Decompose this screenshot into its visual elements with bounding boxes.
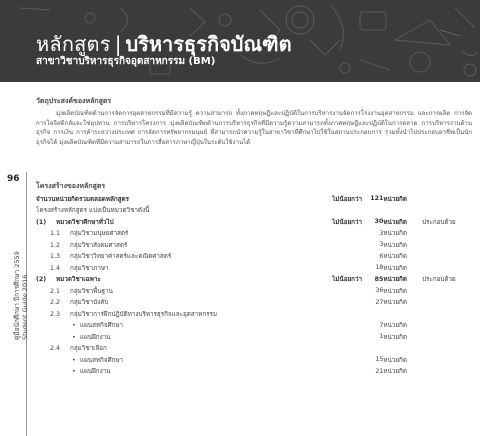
row-credits — [362, 308, 383, 320]
row-note — [422, 239, 480, 251]
row-index: 1.2 — [50, 241, 61, 249]
row-credits: 7 — [379, 321, 384, 329]
row-label: กลุ่มวิชามนุษยศาสตร์ — [70, 230, 129, 238]
row-qualifier: ไม่น้อยกว่า — [332, 276, 363, 284]
row-unit: หน่วยกิต — [383, 333, 407, 341]
row-label: กลุ่มวิชาพื้นฐาน — [70, 287, 113, 295]
row-label-cell — [36, 366, 317, 378]
row-unit: หน่วยกิต — [383, 195, 407, 203]
bullet-icon: • — [72, 356, 76, 364]
title-separator: | — [114, 32, 122, 56]
row-qualifier — [317, 343, 362, 355]
row-credits: 85 — [374, 275, 384, 283]
table-row — [36, 193, 480, 205]
row-unit — [383, 308, 422, 320]
row-label-cell — [36, 274, 317, 286]
objective-heading: วัตถุประสงค์ของหลักสูตร — [36, 97, 112, 105]
table-row — [36, 251, 480, 263]
table-row — [36, 297, 480, 309]
row-qualifier — [317, 262, 362, 274]
structure-heading: โครงสร้างของหลักสูตร — [36, 182, 106, 190]
row-label: แผนสหกิจศึกษา — [80, 322, 124, 330]
row-unit: หน่วยกิต — [383, 356, 407, 364]
row-label: กลุ่มวิชาเลือก — [70, 345, 107, 353]
row-credits: 1 — [379, 333, 384, 341]
row-label: กลุ่มวิชาภาษา — [70, 264, 109, 272]
row-qualifier — [317, 297, 362, 309]
row-note — [422, 285, 480, 297]
row-credits: 121 — [370, 195, 384, 203]
row-label-cell — [36, 193, 317, 205]
bullet-icon: • — [72, 333, 76, 341]
row-unit: หน่วยกิต — [383, 218, 407, 226]
row-label: กลุ่มวิชาบังคับ — [70, 299, 109, 307]
row-qualifier — [317, 354, 362, 366]
row-unit: หน่วยกิต — [383, 253, 407, 261]
table-row — [36, 366, 480, 378]
page-subtitle: สาขาวิชาบริหารธุรกิจอุตสาหกรรม (BM) — [36, 56, 216, 67]
row-credits — [362, 205, 383, 217]
row-qualifier — [317, 320, 362, 332]
page-number: 96 — [7, 174, 20, 184]
row-index: 1.1 — [50, 230, 61, 238]
row-label: กลุ่มวิชาวิทยาศาสตร์และคณิตศาสตร์ — [70, 253, 172, 261]
row-qualifier: ไม่น้อยกว่า — [332, 218, 363, 226]
row-note — [422, 343, 480, 355]
table-row — [36, 354, 480, 366]
row-qualifier — [317, 366, 362, 378]
row-unit: หน่วยกิต — [383, 241, 407, 249]
title-prefix: หลักสูตร — [36, 32, 111, 56]
row-label: แผนฝึกงาน — [80, 333, 111, 341]
row-index: 2.2 — [50, 299, 61, 307]
row-unit — [383, 205, 422, 217]
row-qualifier — [317, 251, 362, 263]
row-unit: หน่วยกิต — [383, 230, 407, 238]
row-qualifier — [317, 205, 362, 217]
row-label: จำนวนหน่วยกิตรวมตลอดหลักสูตร — [36, 195, 129, 203]
table-row — [36, 205, 480, 217]
row-label-cell — [36, 297, 317, 309]
row-label-cell — [36, 228, 317, 240]
row-label: หมวดวิชาเฉพาะ — [56, 276, 101, 284]
row-credits: 6 — [379, 252, 384, 260]
row-index: (1) — [36, 218, 47, 226]
bullet-icon: • — [72, 368, 76, 376]
row-qualifier — [317, 331, 362, 343]
row-credits: 21 — [375, 367, 384, 375]
sidebar-line-english: Student Guide 2016 — [21, 274, 29, 340]
page-title — [36, 28, 292, 54]
row-note — [422, 320, 480, 332]
row-qualifier — [317, 239, 362, 251]
row-label-cell — [36, 216, 317, 228]
row-note — [422, 193, 480, 205]
row-index: (2) — [36, 276, 47, 284]
row-qualifier: ไม่น้อยกว่า — [332, 195, 363, 203]
row-credits: 27 — [375, 298, 384, 306]
row-note — [422, 262, 480, 274]
row-label-cell — [36, 354, 317, 366]
row-credits: 3 — [379, 229, 384, 237]
row-credits: 36 — [375, 287, 384, 295]
row-label: แผนฝึกงาน — [80, 368, 111, 376]
row-note — [422, 297, 480, 309]
row-credits: 3 — [379, 241, 384, 249]
table-row — [36, 343, 480, 355]
row-credits: 15 — [375, 356, 384, 364]
row-credits: 18 — [375, 264, 384, 272]
objective-text: มุ่งผลิตบัณฑิตด้านการจัดการอุตสาหกรรมที่มีความรู้ ความสามารถ ทั้งภาคทฤษฎีและปฏิบัติในการบริหารงานจัดการโรงงานอุตสาหกรรม และการผลิต การจัดการโลจิสติกส์และโซ่อุปทาน การบริหารโครงการ มุ่งผลิตบัณฑิตด้านการบริหารธุรกิจที่มีความรู้ความสามารถทั้งภาคทฤษฎีและปฏิบัติในการตลาด การบริหารงานด้านธุรกิจ การเงิน การค้าระหว่างประเทศ การจัดการทรัพยากรมนุษย์ ที่สามารถนำความรู้ในสาขาวิชาที่ศึกษาไปใช้ในสถานประกอบการ รวมทั้งนำไปประกอบอาชีพเป็นนักธุรกิจได้ มุ่งผลิตบัณฑิตที่มีความสามารถในการสื่อสารภาษาญี่ปุ่นในระดับใช้งานได้ — [36, 110, 472, 146]
row-label: โครงสร้างหลักสูตร แบ่งเป็นหมวดวิชาดังนี้ — [36, 207, 150, 215]
bullet-icon: • — [72, 322, 76, 330]
row-label-cell — [36, 262, 317, 274]
row-unit: หน่วยกิต — [383, 264, 407, 272]
row-unit: หน่วยกิต — [383, 299, 407, 307]
row-note — [422, 354, 480, 366]
objective-paragraph — [36, 109, 472, 147]
row-note — [422, 228, 480, 240]
row-note — [422, 308, 480, 320]
row-qualifier — [317, 285, 362, 297]
row-note: ประกอบด้วย — [422, 276, 456, 284]
row-unit: หน่วยกิต — [383, 276, 407, 284]
table-row — [36, 308, 480, 320]
table-row — [36, 216, 480, 228]
row-label-cell — [36, 251, 317, 263]
table-row — [36, 274, 480, 286]
row-label-cell — [36, 308, 317, 320]
row-note — [422, 251, 480, 263]
table-row — [36, 239, 480, 251]
row-label-cell — [36, 239, 317, 251]
header-banner — [0, 0, 480, 82]
row-label: หมวดวิชาศึกษาทั่วไป — [56, 218, 114, 226]
table-row — [36, 285, 480, 297]
row-label-cell — [36, 205, 317, 217]
title-program: บริหารธุรกิจบัณฑิต — [125, 32, 292, 56]
row-index: 1.3 — [50, 253, 61, 261]
row-label-cell — [36, 331, 317, 343]
row-unit: หน่วยกิต — [383, 287, 407, 295]
row-label: กลุ่มวิชาการฝึกปฏิบัติทางบริหารธุรกิจและอุตสาหกรรม — [70, 310, 218, 318]
row-qualifier — [317, 308, 362, 320]
row-unit: หน่วยกิต — [383, 368, 407, 376]
row-index: 2.3 — [50, 310, 61, 318]
row-label-cell — [36, 343, 317, 355]
row-qualifier — [317, 228, 362, 240]
row-note — [422, 366, 480, 378]
row-note: ประกอบด้วย — [422, 218, 456, 226]
row-note — [422, 331, 480, 343]
row-unit — [383, 343, 422, 355]
row-index: 1.4 — [50, 264, 61, 272]
sidebar-guide-label — [2, 190, 29, 350]
row-credits — [362, 343, 383, 355]
row-label: กลุ่มวิชาสังคมศาสตร์ — [70, 241, 128, 249]
table-row — [36, 228, 480, 240]
row-credits: 30 — [374, 218, 384, 226]
row-label: แผนสหกิจศึกษา — [80, 356, 124, 364]
sidebar-line-thai: คู่มือนักศึกษา ปีการศึกษา 2559 — [13, 251, 21, 340]
row-note — [422, 205, 480, 217]
row-label-cell — [36, 285, 317, 297]
table-row — [36, 262, 480, 274]
structure-table — [36, 193, 480, 377]
table-row — [36, 320, 480, 332]
row-unit: หน่วยกิต — [383, 322, 407, 330]
row-index: 2.4 — [50, 345, 61, 353]
row-index: 2.1 — [50, 287, 61, 295]
table-row — [36, 331, 480, 343]
row-label-cell — [36, 320, 317, 332]
